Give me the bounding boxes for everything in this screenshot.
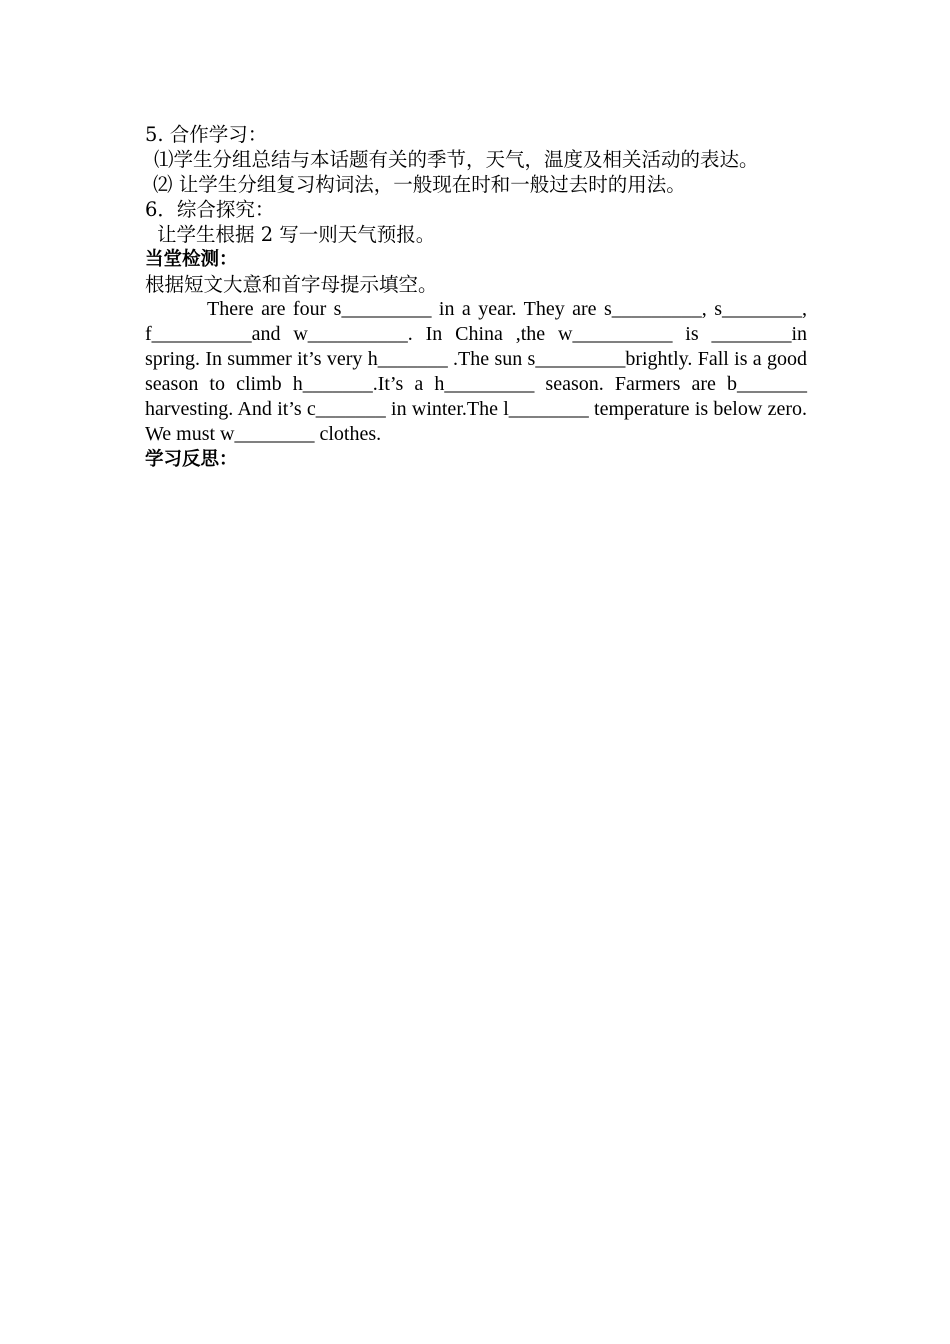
document-page [145, 122, 807, 472]
cooperative-learning-heading: 5. 合作学习： [145, 123, 268, 146]
cooperative-item-2: ⑵ 让学生分组复习构词法，一般现在时和一般过去时的用法。 [153, 173, 686, 196]
comprehensive-inquiry-item: 让学生根据 2 写一则天气预报。 [157, 223, 436, 246]
fill-in-blank-passage: There are four s_________ in a year. They are s_________, s________, f__________and w__________. In China ,the w__________ is ________in spring. In summer it’s very h_______ .The sun s_________brightly. Fall is a good season to climb h_______.It’s a h_________ season. Farmers are b_______ harvesting. And it’s c_______ in winter.The l________ temperature is below zero. We must w________ clothes. [145, 298, 807, 445]
test-instruction: 根据短文大意和首字母提示填空。 [145, 273, 438, 296]
classroom-test-heading: 当堂检测： [145, 249, 238, 270]
learning-reflection-heading: 学习反思： [145, 449, 238, 470]
cooperative-item-1: ⑴学生分组总结与本话题有关的季节，天气，温度及相关活动的表达。 [154, 148, 759, 171]
comprehensive-inquiry-heading: 6．综合探究： [145, 198, 275, 221]
